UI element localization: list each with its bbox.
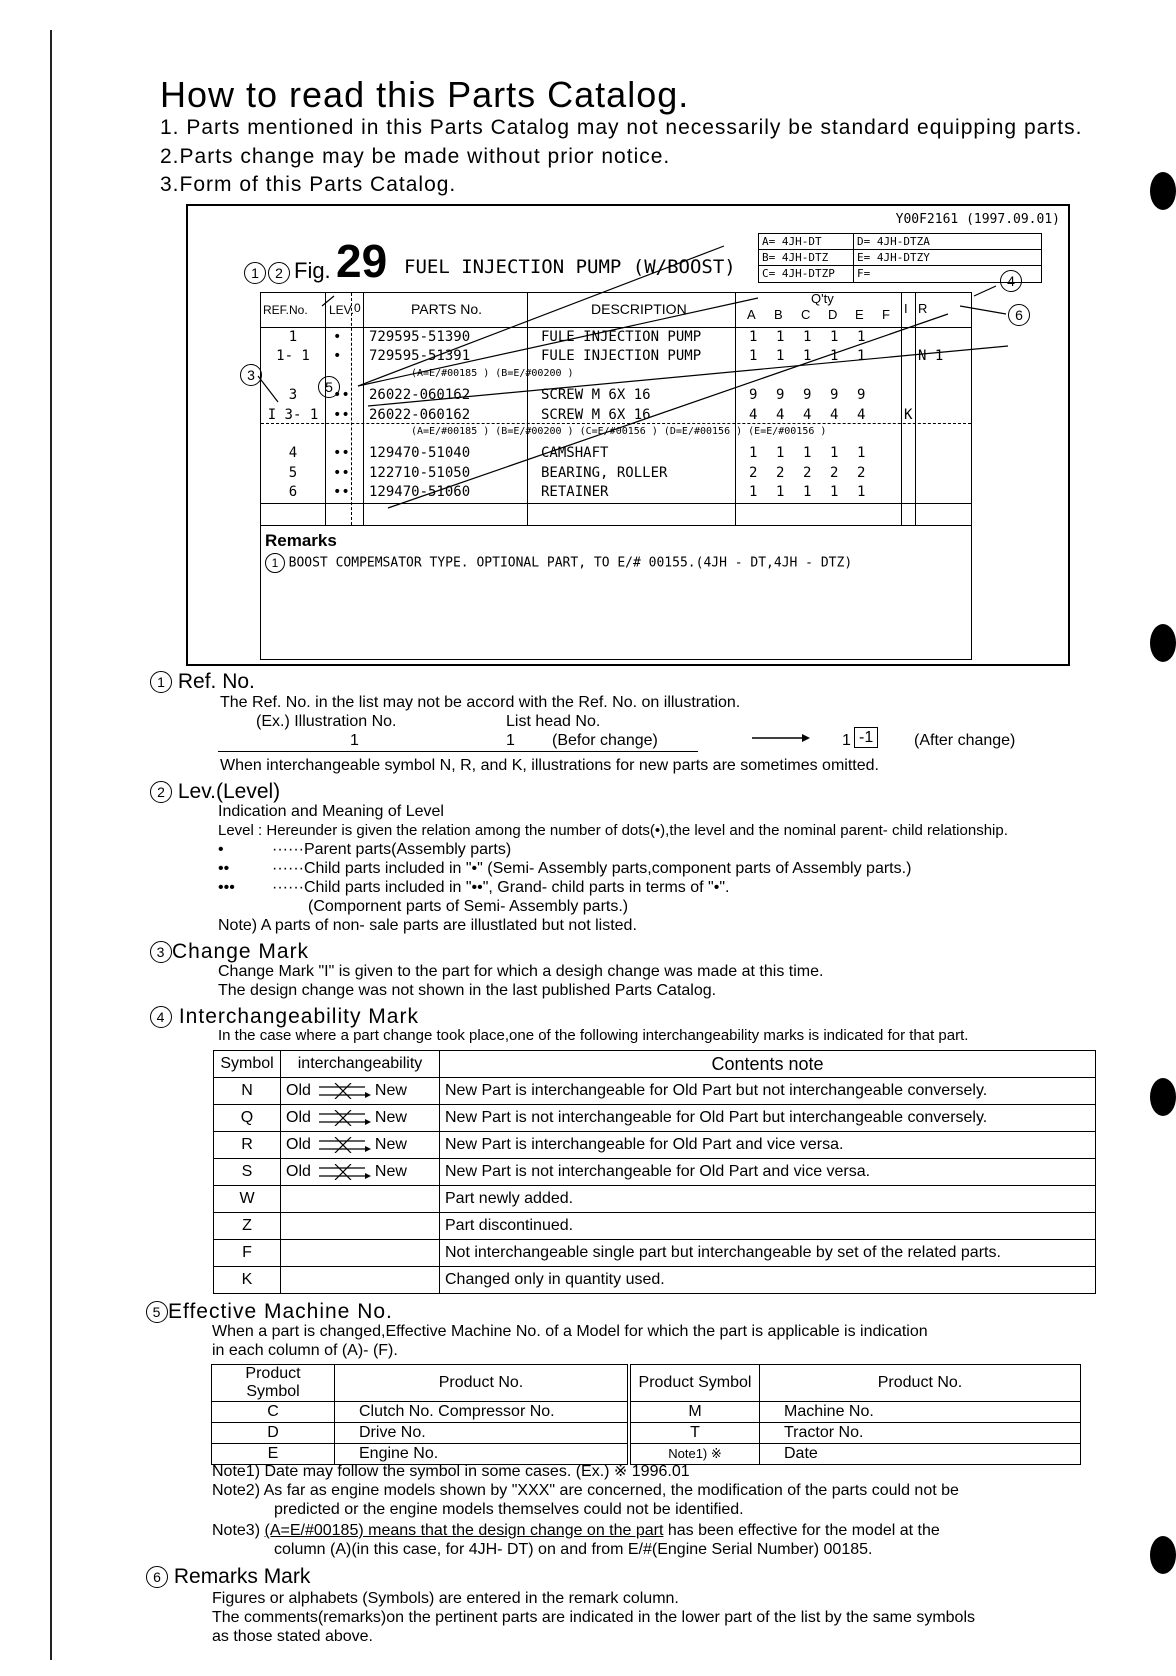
cell-desc: CAMSHAFT (541, 445, 609, 462)
cell-lev: • (333, 348, 342, 365)
ps-h3: Product Symbol (629, 1365, 760, 1402)
cell-part: 129470-51060 (369, 484, 471, 501)
ic-old: Old (286, 1082, 311, 1099)
cell-qty: 1 (749, 445, 758, 462)
ic-symbol: N (214, 1078, 281, 1105)
ic-old: Old (286, 1163, 311, 1180)
sec6-line1: Figures or alphabets (Symbols) are entered in the remark column. (212, 1590, 679, 1607)
ic-symbol: Z (214, 1213, 281, 1240)
sec5-line1: When a part is changed,Effective Machine No. of a Model for which the part is applicable is indication (212, 1323, 928, 1340)
cell-lev: •• (333, 464, 350, 481)
ic-note: Part discontinued. (440, 1213, 1096, 1240)
ps-h2: Product No. (335, 1365, 630, 1402)
cell-qty: 1 (803, 445, 812, 462)
ic-arrow-icon (315, 1164, 371, 1180)
cell-qty: 2 (830, 464, 839, 481)
sec5-line2: in each column of (A)- (F). (212, 1342, 398, 1359)
ic-row (214, 1159, 1096, 1186)
cell-qty: 1 (830, 329, 839, 345)
hdr-r: R (918, 301, 928, 316)
ic-row (214, 1078, 1096, 1105)
callout-1: 1 (244, 262, 266, 284)
cell-qty: 1 (803, 348, 812, 365)
cell-part: 26022-060162 (369, 406, 471, 423)
sec1-after-val: 1 (842, 732, 851, 749)
ps-row (212, 1423, 1081, 1444)
hdr-parts: PARTS No. (411, 301, 483, 317)
ic-row (214, 1105, 1096, 1132)
punch-hole (1150, 1536, 1176, 1574)
binding-margin-line (50, 30, 52, 1660)
sec2-l3b: (Compornent parts of Semi- Assembly parts.) (308, 898, 629, 915)
cell-i: K (904, 406, 913, 423)
cell-qty: 4 (857, 406, 866, 423)
section-level (150, 780, 280, 804)
sec2-l3-dots: ••• (218, 879, 235, 896)
cell-ref: 6 (288, 484, 298, 501)
sec1-arrow (752, 730, 812, 746)
ps-cell: Note1) ※ (629, 1444, 760, 1465)
ic-interchange-cell (281, 1213, 440, 1240)
cell-qty: 4 (749, 406, 758, 423)
punch-hole (1150, 172, 1176, 210)
ic-row (214, 1267, 1096, 1294)
cell-qty: 1 (857, 445, 866, 462)
ic-row (214, 1213, 1096, 1240)
cell-part: (A=E/#00185 ) (B=E/#00200 ) (411, 367, 574, 379)
cell-qty: 1 (803, 484, 812, 501)
cell-desc: SCREW M 6X 16 (541, 387, 651, 404)
hdr-desc: DESCRIPTION (591, 301, 687, 317)
model-b: B= 4JH-DTZ (762, 251, 829, 264)
cell-qty: 9 (857, 387, 866, 404)
ic-note: Not interchangeable single part but interchangeable by set of the related parts. (440, 1240, 1096, 1267)
cell-qty: 2 (803, 464, 812, 481)
ic-note: New Part is interchangeable for Old Part and vice versa. (440, 1132, 1096, 1159)
remarks-label: Remarks (265, 531, 337, 550)
cell-qty: 4 (803, 406, 812, 423)
hdr-ref: REF.No. (263, 303, 308, 317)
sec5-note2a: Note2) As far as engine models shown by "XXX" are concerned, the modification of the parts could not be (212, 1482, 959, 1499)
cell-lev: •• (333, 406, 350, 423)
ps-cell: M (629, 1402, 760, 1423)
punch-hole (1150, 1078, 1176, 1116)
cell-qty: 2 (776, 464, 785, 481)
page-title: How to read this Parts Catalog. (160, 74, 690, 115)
sec3-line1: Change Mark "I" is given to the part for which a desigh change was made at this time. (218, 963, 824, 980)
ic-note: New Part is not interchangeable for Old Part and vice versa. (440, 1159, 1096, 1186)
callout-6: 6 (1008, 304, 1030, 326)
section-3-heading: 3 Change Mark (150, 940, 309, 963)
remark-text: BOOST COMPEMSATOR TYPE. OPTIONAL PART, TO E/# 00155.(4JH - DT,4JH - DTZ) (288, 555, 853, 571)
ic-interchange-cell (281, 1240, 440, 1267)
cell-desc: RETAINER (541, 484, 609, 501)
intro-line-2: 2.Parts change may be made without prior notice. (160, 145, 671, 168)
cell-ref: 5 (288, 464, 298, 481)
ic-arrow-icon (315, 1137, 371, 1153)
cell-part: 729595-51390 (369, 329, 471, 345)
ps-cell: C (212, 1402, 335, 1423)
sec3-line2: The design change was not shown in the last published Parts Catalog. (218, 982, 717, 999)
cell-desc: BEARING, ROLLER (541, 464, 668, 481)
ic-row (214, 1240, 1096, 1267)
cell-qty: 1 (830, 348, 839, 365)
model-d: D= 4JH-DTZA (857, 235, 930, 248)
section-ref-no (150, 670, 255, 694)
sec2-l2: ······Child parts included in "•" (Semi- Assembly parts,component parts of Assembly parts.) (272, 860, 912, 877)
cell-ref: 1- 1 (276, 348, 310, 365)
model-c: C= 4JH-DTZP (762, 267, 835, 280)
ps-cell: Date (760, 1444, 1081, 1465)
ic-symbol: Q (214, 1105, 281, 1132)
sample-catalog-page (186, 204, 1070, 666)
hdr-lev: LEV. (329, 303, 354, 317)
sec5-note3: Note3) (A=E/#00185) means that the design change on the part has been effective for the model at the (212, 1522, 940, 1539)
callout-4: 4 (1000, 270, 1022, 292)
product-symbol-table (211, 1364, 1081, 1465)
cell-ref: 4 (288, 445, 298, 462)
intro-line-1: 1. Parts mentioned in this Parts Catalog may not necessarily be standard equipping parts. (160, 116, 1083, 139)
callout-2: 2 (268, 262, 290, 284)
cell-qty: 4 (776, 406, 785, 423)
hdr-qty: Q'ty (811, 291, 834, 306)
cell-qty: 1 (830, 484, 839, 501)
cell-part: 122710-51050 (369, 464, 471, 481)
sec4-line1: In the case where a part change took place,one of the following interchangeability marks is indicated for that part. (218, 1027, 969, 1044)
cell-qty: 1 (776, 445, 785, 462)
fig-prefix: Fig. (294, 258, 331, 283)
sec2-note: Note) A parts of non- sale parts are illustlated but not listed. (218, 917, 637, 934)
section-4-heading: 4 Interchangeability Mark (150, 1005, 419, 1028)
sec1-note: When interchangeable symbol N, R, and K, illustrations for new parts are sometimes omitted. (220, 757, 879, 774)
cell-qty: 9 (803, 387, 812, 404)
ic-old: Old (286, 1109, 311, 1126)
cell-qty: 1 (803, 329, 812, 345)
ic-new: New (374, 1136, 407, 1153)
cell-qty: 1 (749, 348, 758, 365)
sec6-line2: The comments(remarks)on the pertinent parts are indicated in the lower part of the list by the same symbols (212, 1609, 976, 1626)
doc-id: Y00F2161 (1997.09.01) (895, 212, 1060, 227)
cell-qty: 1 (776, 348, 785, 365)
ic-arrow-icon (315, 1083, 371, 1099)
remark-symbol: 1 (265, 553, 285, 573)
sec1-ill-val: 1 (350, 732, 359, 749)
cell-qty: 1 (749, 329, 758, 345)
section-1-heading: 1 Ref. No. (150, 670, 255, 693)
ps-cell: Clutch No. Compressor No. (335, 1402, 630, 1423)
cell-qty: 2 (749, 464, 758, 481)
sec1-head-val: 1 (506, 732, 515, 749)
sec2-l2-dots: •• (218, 860, 230, 877)
ic-row (214, 1186, 1096, 1213)
cell-qty: 4 (830, 406, 839, 423)
fig-title: FUEL INJECTION PUMP (W/BOOST) (404, 256, 736, 278)
intro-line-3: 3.Form of this Parts Catalog. (160, 173, 457, 196)
sec2-line2: Level : Hereunder is given the relation among the number of dots(•),the level and the nominal parent- child relationship. (218, 822, 1008, 839)
sec5-note2b: predicted or the engine models themselves could not be identified. (274, 1501, 744, 1518)
qty-col-header: B (774, 307, 783, 322)
ps-h4: Product No. (760, 1365, 1081, 1402)
cell-ref: 3 (288, 387, 298, 404)
qty-col-header: E (855, 307, 864, 322)
ic-old: Old (286, 1136, 311, 1153)
ps-cell: Engine No. (335, 1444, 630, 1465)
ic-interchange-cell (281, 1078, 440, 1105)
sec6-line3: as those stated above. (212, 1628, 373, 1645)
cell-lev: •• (333, 484, 350, 501)
cell-lev: • (333, 329, 342, 345)
ps-cell: D (212, 1423, 335, 1444)
cell-qty: 9 (749, 387, 758, 404)
cell-qty: 9 (776, 387, 785, 404)
section-2-heading: 2 Lev.(Level) (150, 780, 280, 803)
qty-col-header: D (828, 307, 838, 322)
callout-5: 5 (318, 376, 340, 398)
th-interchangeability: interchangeability (281, 1051, 440, 1078)
ps-cell: T (629, 1423, 760, 1444)
cell-qty: 2 (857, 464, 866, 481)
ps-row (212, 1402, 1081, 1423)
cell-lev: •• (333, 445, 350, 462)
sec5-note3b: column (A)(in this case, for 4JH- DT) on and from E/#(Engine Serial Number) 00185. (274, 1541, 873, 1558)
ic-symbol: R (214, 1132, 281, 1159)
sec1-after-box: -1 (854, 727, 878, 748)
sec2-l3: ······Child parts included in "••", Grand- child parts in terms of "•". (272, 879, 730, 896)
ic-interchange-cell (281, 1159, 440, 1186)
section-remarks-mark (146, 1565, 310, 1589)
ic-new: New (374, 1163, 407, 1180)
ic-symbol: F (214, 1240, 281, 1267)
sec2-l1: ······Parent parts(Assembly parts) (272, 841, 512, 858)
sec1-line1: The Ref. No. in the list may not be accord with the Ref. No. on illustration. (220, 694, 741, 711)
cell-desc: FULE INJECTION PUMP (541, 348, 702, 365)
ic-new: New (374, 1109, 407, 1126)
model-f: F= (857, 267, 871, 280)
model-a: A= 4JH-DT (762, 235, 822, 248)
section-5-heading: 5 Effective Machine No. (146, 1300, 393, 1323)
interchangeability-table (213, 1050, 1096, 1294)
ic-note: Changed only in quantity used. (440, 1267, 1096, 1294)
cell-qty: 1 (857, 484, 866, 501)
cell-ref: 1 (288, 329, 298, 345)
hdr-zero: 0 (354, 301, 361, 315)
cell-qty: 1 (857, 329, 866, 345)
cell-qty: 1 (749, 484, 758, 501)
cell-qty: 9 (830, 387, 839, 404)
cell-desc: FULE INJECTION PUMP (541, 329, 702, 345)
ic-interchange-cell (281, 1186, 440, 1213)
cell-qty: 1 (776, 329, 785, 345)
ic-interchange-cell (281, 1105, 440, 1132)
qty-col-header: A (747, 307, 756, 322)
qty-col-header: F (882, 307, 890, 322)
ps-cell: Drive No. (335, 1423, 630, 1444)
ps-h1: Product Symbol (212, 1365, 335, 1402)
cell-r: N 1 (918, 348, 944, 365)
section-effective-machine (146, 1300, 393, 1324)
sec1-underline (218, 751, 698, 752)
cell-lev: •• (333, 387, 350, 404)
ps-cell: Machine No. (760, 1402, 1081, 1423)
section-change-mark (150, 940, 309, 964)
ic-interchange-cell (281, 1267, 440, 1294)
ic-arrow-icon (315, 1110, 371, 1126)
model-e: E= 4JH-DTZY (857, 251, 930, 264)
sec1-before: (Befor change) (552, 732, 658, 749)
callout-arrows (188, 206, 1068, 664)
sec1-ex-label: (Ex.) Illustration No. (256, 713, 397, 730)
ic-note: New Part is interchangeable for Old Part but not interchangeable conversely. (440, 1078, 1096, 1105)
ic-symbol: K (214, 1267, 281, 1294)
cell-qty: 1 (776, 484, 785, 501)
sec2-line1: Indication and Meaning of Level (218, 803, 444, 820)
th-contents-note: Contents note (440, 1051, 1096, 1078)
callout-3: 3 (240, 364, 262, 386)
cell-ref: I 3- 1 (267, 406, 319, 423)
sec1-after-label: (After change) (914, 732, 1016, 749)
cell-desc: SCREW M 6X 16 (541, 406, 651, 423)
sec2-l1-dots: • (218, 841, 224, 858)
punch-hole (1150, 624, 1176, 662)
ic-new: New (374, 1082, 407, 1099)
cell-part: 26022-060162 (369, 387, 471, 404)
ps-cell: E (212, 1444, 335, 1465)
sec1-list-head: List head No. (506, 713, 601, 730)
th-symbol: Symbol (214, 1051, 281, 1078)
ic-symbol: W (214, 1186, 281, 1213)
cell-qty: 1 (857, 348, 866, 365)
ic-note: Part newly added. (440, 1186, 1096, 1213)
cell-qty: 1 (830, 445, 839, 462)
ic-interchange-cell (281, 1132, 440, 1159)
hdr-i: I (904, 301, 908, 316)
ic-row (214, 1132, 1096, 1159)
ic-symbol: S (214, 1159, 281, 1186)
cell-part: (A=E/#00185 ) (B=E/#00200 ) (C=E/#00156 ) (D=E/#00156 ) (E=E/#00156 ) (411, 426, 827, 437)
fig-number: 29 (336, 235, 388, 287)
section-6-heading: 6 Remarks Mark (146, 1565, 310, 1588)
cell-part: 129470-51040 (369, 445, 471, 462)
ps-cell: Tractor No. (760, 1423, 1081, 1444)
qty-col-header: C (801, 307, 811, 322)
ic-note: New Part is not interchangeable for Old Part but interchangeable conversely. (440, 1105, 1096, 1132)
cell-part: 729595-51391 (369, 348, 471, 365)
sec5-note1: Note1) Date may follow the symbol in some cases. (Ex.) ※ 1996.01 (212, 1463, 690, 1480)
